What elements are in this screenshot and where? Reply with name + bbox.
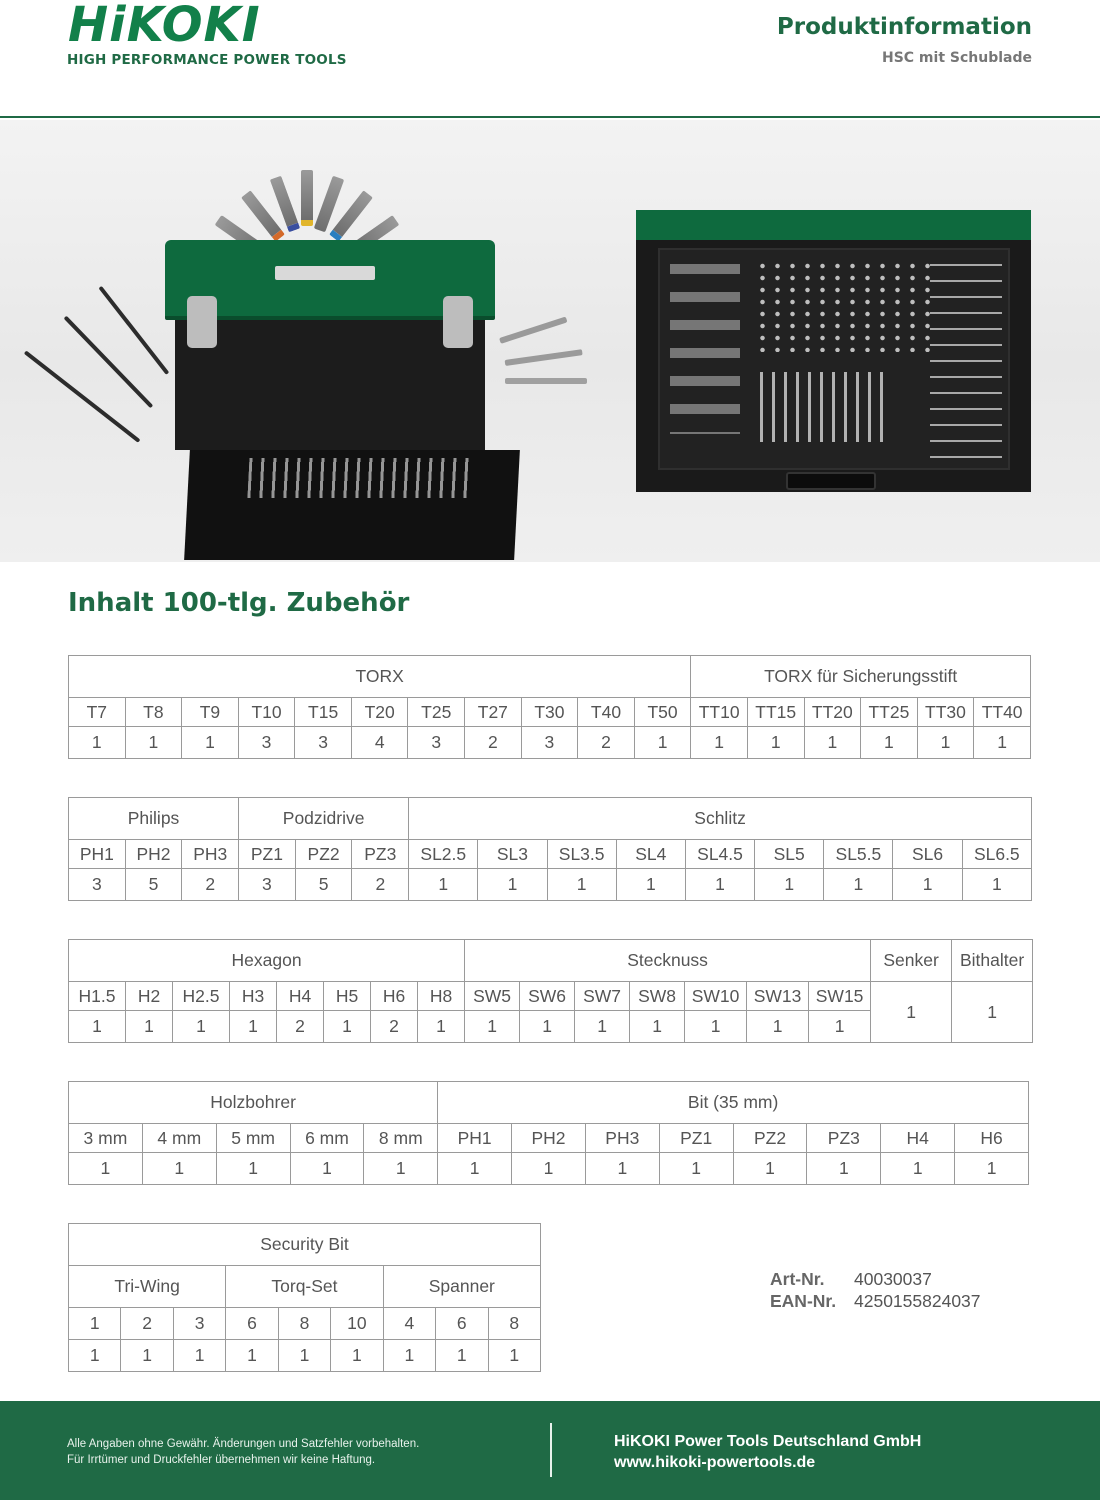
cell-value: 1 xyxy=(809,1011,871,1043)
website-link[interactable]: www.hikoki-powertools.de xyxy=(614,1454,816,1471)
cell-label: H4 xyxy=(277,982,324,1011)
cell-label: 6 xyxy=(436,1308,488,1340)
group-wood-drills: Holzbohrer xyxy=(69,1082,438,1124)
long-bit xyxy=(499,317,567,344)
cell-label: H3 xyxy=(230,982,277,1011)
cell-label: TT25 xyxy=(861,698,918,727)
cell-value: 1 xyxy=(478,869,547,901)
cell-value: 1 xyxy=(955,1153,1029,1185)
cell-value: 1 xyxy=(142,1153,216,1185)
cell-value: 2 xyxy=(352,869,409,901)
cell-value: 1 xyxy=(173,1011,230,1043)
company-name: HiKOKI Power Tools Deutschland GmbH xyxy=(614,1433,922,1450)
cell-value: 5 xyxy=(295,869,352,901)
document-title: Produktinformation xyxy=(776,14,1032,40)
cell-label: 4 xyxy=(383,1308,435,1340)
cell-value: 1 xyxy=(69,727,126,759)
security-bit-table xyxy=(68,1223,541,1372)
cell-label: T7 xyxy=(69,698,126,727)
cell-value: 1 xyxy=(747,727,804,759)
cell-value: 3 xyxy=(69,869,126,901)
cell-value: 1 xyxy=(512,1153,586,1185)
cell-label: 8 mm xyxy=(364,1124,438,1153)
torx-table xyxy=(68,655,1031,759)
cell-label: T9 xyxy=(182,698,239,727)
cell-value: 1 xyxy=(69,1011,126,1043)
cell-label: PZ1 xyxy=(659,1124,733,1153)
cell-label: H2.5 xyxy=(173,982,230,1011)
cell-label: TT15 xyxy=(747,698,804,727)
cell-value: 1 xyxy=(893,869,962,901)
cell-value: 1 xyxy=(331,1340,383,1372)
hexagon-socket-table xyxy=(68,939,1033,1043)
cell-value: 2 xyxy=(182,869,239,901)
cell-label: T10 xyxy=(238,698,295,727)
cell-label: T50 xyxy=(634,698,691,727)
cell-value: 1 xyxy=(861,727,918,759)
cell-label: 1 xyxy=(69,1308,121,1340)
cell-label: PH1 xyxy=(69,840,126,869)
cell-label: 8 xyxy=(278,1308,330,1340)
group-spanner: Spanner xyxy=(383,1266,540,1308)
cell-value: 1 xyxy=(418,1011,465,1043)
cell-label: T30 xyxy=(521,698,578,727)
cell-value: 1 xyxy=(747,1011,809,1043)
cell-value: 1 xyxy=(69,1340,121,1372)
cell-label: TT20 xyxy=(804,698,861,727)
cell-value: 1 xyxy=(807,1153,881,1185)
cell-label: SL2.5 xyxy=(409,840,478,869)
cell-value: 1 xyxy=(804,727,861,759)
cell-label: SW6 xyxy=(520,982,575,1011)
group-torq-set: Torq-Set xyxy=(226,1266,383,1308)
cell-value: 1 xyxy=(917,727,974,759)
cell-label: PH2 xyxy=(125,840,182,869)
cell-value: 1 xyxy=(755,869,824,901)
cell-value: 2 xyxy=(277,1011,324,1043)
footer-disclaimer xyxy=(67,1436,419,1468)
cell-value: 3 xyxy=(239,869,296,901)
cell-label: 4 mm xyxy=(142,1124,216,1153)
group-hexagon: Hexagon xyxy=(69,940,465,982)
cell-value: 2 xyxy=(465,727,522,759)
cell-value: 1 xyxy=(824,869,893,901)
cell-label: SW15 xyxy=(809,982,871,1011)
page-header xyxy=(0,0,1100,118)
cell-value: 3 xyxy=(521,727,578,759)
hsc-case-open-drawer xyxy=(636,210,1031,492)
countersink-value: 1 xyxy=(871,982,952,1043)
cell-value: 5 xyxy=(125,869,182,901)
cell-label: T15 xyxy=(295,698,352,727)
cell-label: SL5 xyxy=(755,840,824,869)
cell-label: 3 xyxy=(173,1308,225,1340)
cell-value: 1 xyxy=(438,1153,512,1185)
cell-label: SW13 xyxy=(747,982,809,1011)
cell-label: TT30 xyxy=(917,698,974,727)
cell-value: 1 xyxy=(125,727,182,759)
cell-value: 1 xyxy=(630,1011,685,1043)
cell-label: SW7 xyxy=(575,982,630,1011)
cell-value: 2 xyxy=(578,727,635,759)
cell-value: 1 xyxy=(230,1011,277,1043)
cell-label: PH3 xyxy=(182,840,239,869)
cell-label: PH1 xyxy=(438,1124,512,1153)
cell-label: 6 xyxy=(226,1308,278,1340)
group-torx-security: TORX für Sicherungsstift xyxy=(691,656,1031,698)
cell-label: TT10 xyxy=(691,698,748,727)
disclaimer-line: Alle Angaben ohne Gewähr. Änderungen und Satzfehler vorbehalten. xyxy=(67,1438,420,1450)
cell-value: 1 xyxy=(173,1340,225,1372)
cell-value: 3 xyxy=(408,727,465,759)
cell-value: 1 xyxy=(465,1011,520,1043)
footer-divider xyxy=(550,1423,552,1477)
cell-value: 1 xyxy=(216,1153,290,1185)
group-philips: Philips xyxy=(69,798,239,840)
contents-title: Inhalt 100-tlg. Zubehör xyxy=(68,588,410,618)
art-nr-row xyxy=(770,1268,981,1290)
cell-value: 1 xyxy=(634,727,691,759)
cell-label: H6 xyxy=(371,982,418,1011)
cell-value: 1 xyxy=(436,1340,488,1372)
cell-value: 1 xyxy=(974,727,1031,759)
cell-value: 1 xyxy=(324,1011,371,1043)
art-nr-value: 40030037 xyxy=(854,1269,932,1289)
cell-label: SL4 xyxy=(616,840,685,869)
cell-label: PZ2 xyxy=(733,1124,807,1153)
group-bit-holder: Bithalter xyxy=(952,940,1033,982)
cell-value: 1 xyxy=(962,869,1031,901)
cell-value: 1 xyxy=(616,869,685,901)
cell-label: T8 xyxy=(125,698,182,727)
cell-label: PZ1 xyxy=(239,840,296,869)
wood-drill-bit35-table xyxy=(68,1081,1029,1185)
group-slot: Schlitz xyxy=(409,798,1032,840)
cell-value: 1 xyxy=(121,1340,173,1372)
cell-label: TT40 xyxy=(974,698,1031,727)
cell-label: T27 xyxy=(465,698,522,727)
long-bit xyxy=(505,349,583,366)
cell-value: 1 xyxy=(733,1153,807,1185)
footer-company xyxy=(614,1431,921,1473)
cell-label: H4 xyxy=(881,1124,955,1153)
cell-value: 1 xyxy=(881,1153,955,1185)
cell-value: 1 xyxy=(409,869,478,901)
cell-value: 3 xyxy=(295,727,352,759)
cell-label: SL6 xyxy=(893,840,962,869)
cell-label: PH3 xyxy=(585,1124,659,1153)
cell-value: 2 xyxy=(371,1011,418,1043)
logo-tagline: HIGH PERFORMANCE POWER TOOLS xyxy=(67,52,347,68)
ean-nr-value: 4250155824037 xyxy=(854,1291,981,1311)
cell-label: PZ3 xyxy=(807,1124,881,1153)
cell-label: 8 xyxy=(488,1308,541,1340)
cell-label: H1.5 xyxy=(69,982,126,1011)
cell-value: 1 xyxy=(488,1340,541,1372)
page-footer xyxy=(0,1401,1100,1500)
group-countersink: Senker xyxy=(871,940,952,982)
wood-drill-bit xyxy=(24,350,141,442)
document-subtitle: HSC mit Schublade xyxy=(881,50,1032,66)
cell-label: T25 xyxy=(408,698,465,727)
hsc-case-closed xyxy=(165,240,495,530)
cell-label: H6 xyxy=(955,1124,1029,1153)
cell-value: 1 xyxy=(278,1340,330,1372)
cell-label: 10 xyxy=(331,1308,383,1340)
cell-value: 1 xyxy=(659,1153,733,1185)
cell-value: 1 xyxy=(685,869,754,901)
screwdriver-bits xyxy=(235,168,385,238)
cell-value: 1 xyxy=(290,1153,364,1185)
cell-label: SW10 xyxy=(685,982,747,1011)
group-security-bit: Security Bit xyxy=(69,1224,541,1266)
ean-nr-label: EAN-Nr. xyxy=(770,1291,837,1311)
cell-value: 1 xyxy=(69,1153,143,1185)
cell-label: H5 xyxy=(324,982,371,1011)
cell-value: 1 xyxy=(226,1340,278,1372)
group-tri-wing: Tri-Wing xyxy=(69,1266,226,1308)
art-nr-label: Art-Nr. xyxy=(770,1269,825,1289)
cell-label: H8 xyxy=(418,982,465,1011)
group-socket: Stecknuss xyxy=(465,940,871,982)
cell-value: 1 xyxy=(383,1340,435,1372)
cell-label: T40 xyxy=(578,698,635,727)
cell-label: PH2 xyxy=(512,1124,586,1153)
cell-value: 1 xyxy=(685,1011,747,1043)
group-pozidrive: Podzidrive xyxy=(239,798,409,840)
cell-label: T20 xyxy=(351,698,408,727)
cell-value: 1 xyxy=(585,1153,659,1185)
cell-value: 1 xyxy=(364,1153,438,1185)
cell-value: 1 xyxy=(547,869,616,901)
product-photo xyxy=(0,120,1100,562)
cell-value: 1 xyxy=(182,727,239,759)
cell-label: SL5.5 xyxy=(824,840,893,869)
philips-pozidrive-slot-table xyxy=(68,797,1032,901)
cell-label: SL3.5 xyxy=(547,840,616,869)
group-torx: TORX xyxy=(69,656,691,698)
cell-label: SL3 xyxy=(478,840,547,869)
cell-label: 3 mm xyxy=(69,1124,143,1153)
bit-holder-value: 1 xyxy=(952,982,1033,1043)
cell-label: SL4.5 xyxy=(685,840,754,869)
cell-label: SW8 xyxy=(630,982,685,1011)
cell-value: 4 xyxy=(351,727,408,759)
cell-value: 1 xyxy=(575,1011,630,1043)
hikoki-logo: HiKOKI xyxy=(68,0,261,53)
cell-label: 5 mm xyxy=(216,1124,290,1153)
ean-nr-row xyxy=(770,1290,981,1312)
cell-label: 6 mm xyxy=(290,1124,364,1153)
group-bits-35mm: Bit (35 mm) xyxy=(438,1082,1029,1124)
cell-value: 1 xyxy=(520,1011,575,1043)
cell-label: PZ3 xyxy=(352,840,409,869)
disclaimer-line: Für Irrtümer und Druckfehler übernehmen wir keine Haftung. xyxy=(67,1454,376,1466)
long-bit xyxy=(505,378,587,384)
cell-value: 1 xyxy=(126,1011,173,1043)
cell-value: 3 xyxy=(238,727,295,759)
cell-label: PZ2 xyxy=(295,840,352,869)
cell-label: SL6.5 xyxy=(962,840,1031,869)
cell-value: 1 xyxy=(691,727,748,759)
cell-label: SW5 xyxy=(465,982,520,1011)
cell-label: H2 xyxy=(126,982,173,1011)
cell-label: 2 xyxy=(121,1308,173,1340)
article-numbers xyxy=(770,1268,981,1312)
